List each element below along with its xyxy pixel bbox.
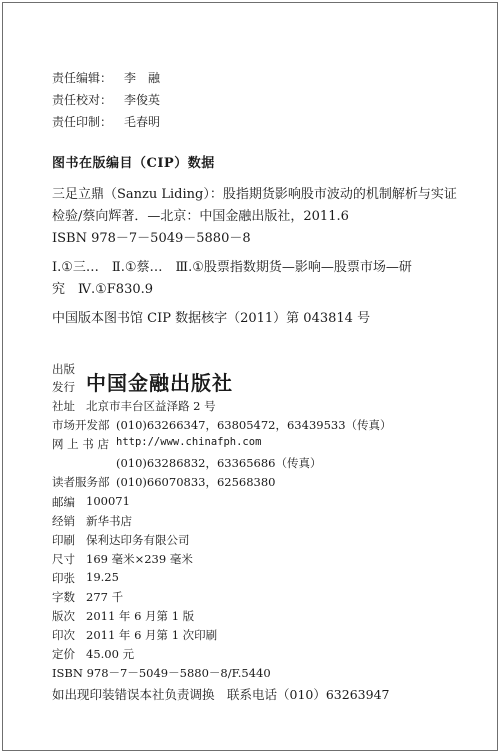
info-value: (010)63286832，63365686（传真） xyxy=(116,456,322,470)
info-label: 社址 xyxy=(52,399,75,413)
cip-line: 三足立鼎（Sanzu Liding）：股指期货影响股市波动的机制解析与实证 xyxy=(52,187,457,202)
info-label: 印张 xyxy=(52,571,75,585)
publisher-label: 出版 xyxy=(52,362,75,376)
info-value: 2011 年 6 月第 1 版 xyxy=(86,609,195,623)
cip-line: 检验/蔡向辉著．—北京：中国金融出版社，2011.6 xyxy=(52,209,349,224)
cip-line: 中国版本图书馆 CIP 数据核字（2011）第 043814 号 xyxy=(52,311,371,326)
editor-label: 责任校对： xyxy=(52,93,113,107)
editor-value: 毛春明 xyxy=(124,115,161,129)
info-value: 2011 年 6 月第 1 次印刷 xyxy=(86,628,218,642)
info-label: 定价 xyxy=(52,647,75,661)
info-value: 19.25 xyxy=(86,570,119,584)
info-label: 尺寸 xyxy=(52,552,75,566)
editor-label: 责任印制： xyxy=(52,115,113,129)
info-label: 印次 xyxy=(52,628,75,642)
info-value: 北京市丰台区益泽路 2 号 xyxy=(86,399,216,413)
cip-line: ISBN 978－7－5049－5880－8 xyxy=(52,231,251,246)
info-label: 网 上 书 店 xyxy=(52,437,109,451)
info-value: (010)66070833，62568380 xyxy=(116,475,276,489)
cip-line: Ⅰ.①三… Ⅱ.①蔡… Ⅲ.①股票指数期货—影响—股票市场—研 xyxy=(52,260,412,275)
website-link[interactable]: http://www.chinafph.com xyxy=(116,436,262,448)
isbn-line: ISBN 978－7－5049－5880－8/F.5440 xyxy=(52,666,271,680)
editor-value: 李 融 xyxy=(124,71,161,85)
editor-value: 李俊英 xyxy=(124,93,161,107)
cip-line: 究 Ⅳ.①F830.9 xyxy=(52,282,154,297)
info-value: (010)63266347，63805472，63439533（传真） xyxy=(116,418,392,432)
editor-label: 责任编辑： xyxy=(52,71,113,85)
info-value: 新华书店 xyxy=(86,514,132,528)
info-value: 保利达印务有限公司 xyxy=(86,533,190,547)
cip-title: 图书在版编目（CIP）数据 xyxy=(52,156,215,171)
info-label: 邮编 xyxy=(52,495,75,509)
publisher-label: 发行 xyxy=(52,380,75,394)
publisher-name: 中国金融出版社 xyxy=(86,371,233,395)
info-value: 100071 xyxy=(86,494,130,508)
info-label: 读者服务部 xyxy=(52,475,110,489)
info-label: 字数 xyxy=(52,590,75,604)
footer-note: 如出现印装错误本社负责调换 联系电话（010）63263947 xyxy=(52,687,390,702)
info-label: 市场开发部 xyxy=(52,418,110,432)
info-value: 277 千 xyxy=(86,590,124,604)
info-value: 45.00 元 xyxy=(86,647,135,661)
info-label: 版次 xyxy=(52,609,75,623)
info-label: 经销 xyxy=(52,514,75,528)
info-label: 印刷 xyxy=(52,533,75,547)
info-value: 169 毫米×239 毫米 xyxy=(86,552,193,566)
